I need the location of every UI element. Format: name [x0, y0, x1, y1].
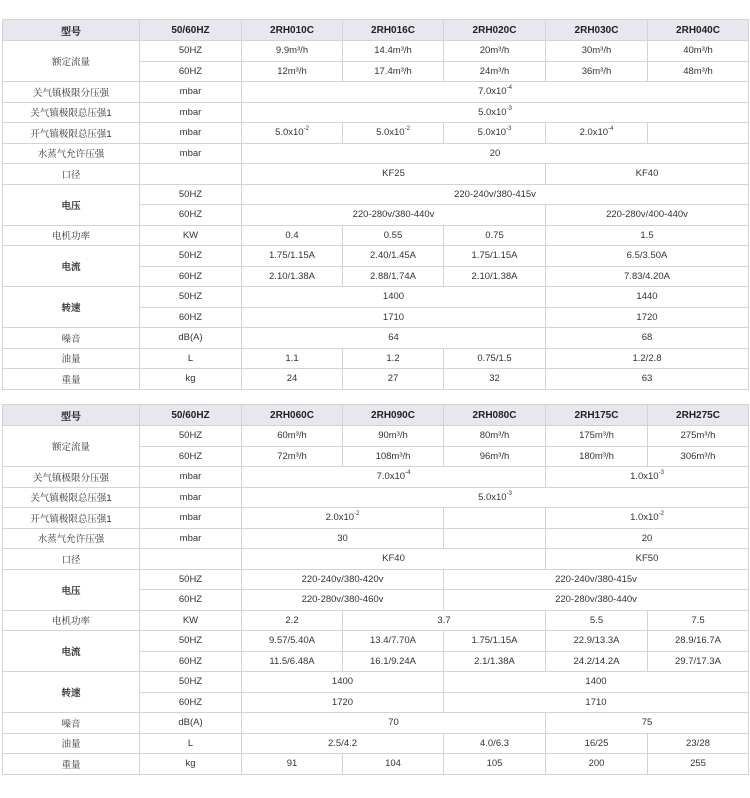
header-model-col: 2RH030C	[546, 20, 648, 41]
value-cell: 30	[242, 528, 444, 549]
freq-cell: 50HZ	[140, 41, 242, 62]
header-model: 型号	[3, 20, 140, 41]
freq-cell: 50HZ	[140, 246, 242, 267]
value-cell: 1.75/1.15A	[444, 246, 546, 267]
freq-cell: 60HZ	[140, 205, 242, 226]
value-cell: 16.1/9.24A	[343, 651, 444, 672]
table-row	[3, 287, 749, 308]
row-label-vapor: 水蒸气允许压强	[3, 143, 140, 164]
value-cell: 20	[546, 528, 749, 549]
value-cell: 2.88/1.74A	[343, 266, 444, 287]
value-cell: 9.57/5.40A	[242, 631, 343, 652]
value-cell: 6.5/3.50A	[546, 246, 749, 267]
value-cell: 1.5	[546, 225, 749, 246]
value-cell	[242, 467, 546, 488]
value-cell: 63	[546, 369, 749, 390]
freq-cell: 60HZ	[140, 266, 242, 287]
table-row	[3, 467, 749, 488]
value-cell: 1720	[242, 692, 444, 713]
header-model-col: 2RH080C	[444, 405, 546, 426]
table-row	[3, 487, 749, 508]
unit-cell-empty	[140, 164, 242, 185]
unit-cell: dB(A)	[140, 328, 242, 349]
value-cell: 200	[546, 754, 648, 775]
row-label-weight: 重量	[3, 369, 140, 390]
value-cell	[343, 123, 444, 144]
row-label-weight: 重量	[3, 754, 140, 775]
table-row	[3, 164, 749, 185]
value-cell	[546, 123, 648, 144]
row-label-partial-pressure: 关气镇极限分压强	[3, 82, 140, 103]
value-cell: 11.5/6.48A	[242, 651, 343, 672]
value-cell: 48m³/h	[648, 61, 749, 82]
value-cell: 1.2	[343, 348, 444, 369]
value-exponent: -2	[404, 126, 410, 133]
value-cell: 220-240v/380-415v	[444, 569, 749, 590]
value-cell: 36m³/h	[546, 61, 648, 82]
value-cell: 16/25	[546, 733, 648, 754]
value-exponent: -3	[658, 470, 664, 477]
value-cell: 5.5	[546, 610, 648, 631]
value-cell: 2.5/4.2	[242, 733, 444, 754]
unit-cell: L	[140, 348, 242, 369]
value-cell: 30m³/h	[546, 41, 648, 62]
table-row	[3, 426, 749, 447]
table-header-row	[3, 405, 749, 426]
table-row	[3, 733, 749, 754]
value-cell: 17.4m³/h	[343, 61, 444, 82]
value-base: 7.0x10	[376, 471, 406, 483]
row-label-total-pressure-open: 开气镇极限总压强1	[3, 508, 140, 529]
value-cell: 1.2/2.8	[546, 348, 749, 369]
table-row	[3, 569, 749, 590]
freq-cell: 50HZ	[140, 184, 242, 205]
header-model: 型号	[3, 405, 140, 426]
value-cell: KF40	[546, 164, 749, 185]
value-exponent: -3	[506, 490, 512, 497]
unit-cell: dB(A)	[140, 713, 242, 734]
value-cell: 68	[546, 328, 749, 349]
value-cell: 72m³/h	[242, 446, 343, 467]
value-cell: KF50	[546, 549, 749, 570]
value-cell: 9.9m³/h	[242, 41, 343, 62]
value-base: 7.0x10	[478, 86, 507, 98]
value-cell: 23/28	[648, 733, 749, 754]
header-model-col: 2RH090C	[343, 405, 444, 426]
value-cell: 0.55	[343, 225, 444, 246]
table-row	[3, 225, 749, 246]
value-base: 1.0x10	[630, 512, 659, 524]
value-cell: 24.2/14.2A	[546, 651, 648, 672]
table-row	[3, 369, 749, 390]
unit-cell: mbar	[140, 467, 242, 488]
value-cell: 60m³/h	[242, 426, 343, 447]
unit-cell-empty	[140, 549, 242, 570]
header-model-col: 2RH275C	[648, 405, 749, 426]
value-base: 1.0x10	[630, 471, 659, 483]
value-base: 5.0x10	[478, 491, 507, 503]
value-cell-empty	[444, 528, 546, 549]
row-label-current: 电流	[3, 246, 140, 287]
value-cell: 1400	[242, 672, 444, 693]
header-model-col: 2RH175C	[546, 405, 648, 426]
value-cell: 175m³/h	[546, 426, 648, 447]
value-exponent: -3	[506, 126, 512, 133]
value-cell: 3.7	[343, 610, 546, 631]
value-cell: 0.75	[444, 225, 546, 246]
value-cell: 306m³/h	[648, 446, 749, 467]
value-cell: 28.9/16.7A	[648, 631, 749, 652]
table-row	[3, 672, 749, 693]
freq-cell: 60HZ	[140, 307, 242, 328]
value-cell: 1710	[444, 692, 749, 713]
value-cell: 255	[648, 754, 749, 775]
value-cell: 220-240v/380-415v	[242, 184, 749, 205]
value-exponent: -4	[405, 470, 411, 477]
value-cell	[546, 467, 749, 488]
value-exponent: -2	[658, 511, 664, 518]
unit-cell: kg	[140, 754, 242, 775]
freq-cell: 50HZ	[140, 569, 242, 590]
header-frequency: 50/60HZ	[140, 405, 242, 426]
value-base: 2.0x10	[579, 127, 609, 139]
row-label-flow: 额定流量	[3, 41, 140, 82]
value-cell: 275m³/h	[648, 426, 749, 447]
value-cell	[546, 508, 749, 529]
value-cell: 2.10/1.38A	[242, 266, 343, 287]
value-cell: 105	[444, 754, 546, 775]
header-model-col: 2RH010C	[242, 20, 343, 41]
value-cell: 70	[242, 713, 546, 734]
value-cell: 104	[343, 754, 444, 775]
value-base: 5.0x10	[478, 106, 507, 118]
row-label-noise: 噪音	[3, 328, 140, 349]
freq-cell: 60HZ	[140, 692, 242, 713]
row-label-current: 电流	[3, 631, 140, 672]
value-cell: KF40	[242, 549, 546, 570]
value-cell: 1720	[546, 307, 749, 328]
value-cell: 22.9/13.3A	[546, 631, 648, 652]
row-label-flow: 额定流量	[3, 426, 140, 467]
unit-cell: KW	[140, 610, 242, 631]
value-cell: 1.75/1.15A	[444, 631, 546, 652]
row-label-speed: 转速	[3, 287, 140, 328]
unit-cell: mbar	[140, 102, 242, 123]
unit-cell: mbar	[140, 82, 242, 103]
header-model-col: 2RH020C	[444, 20, 546, 41]
value-cell: 90m³/h	[343, 426, 444, 447]
value-cell: 2.1/1.38A	[444, 651, 546, 672]
table-row	[3, 754, 749, 775]
table-row	[3, 348, 749, 369]
row-label-power: 电机功率	[3, 610, 140, 631]
value-cell	[242, 487, 749, 508]
freq-cell: 60HZ	[140, 651, 242, 672]
unit-cell: mbar	[140, 143, 242, 164]
table-row	[3, 184, 749, 205]
value-cell: 7.83/4.20A	[546, 266, 749, 287]
value-cell: 1710	[242, 307, 546, 328]
value-cell	[444, 123, 546, 144]
value-exponent: -4	[608, 126, 614, 133]
value-cell: 2.40/1.45A	[343, 246, 444, 267]
table-row	[3, 143, 749, 164]
table-row	[3, 82, 749, 103]
value-cell: 180m³/h	[546, 446, 648, 467]
value-cell	[242, 123, 343, 144]
value-exponent: -2	[354, 511, 360, 518]
freq-cell: 50HZ	[140, 287, 242, 308]
value-cell: 20	[242, 143, 749, 164]
value-base: 2.0x10	[325, 512, 355, 524]
table-row	[3, 41, 749, 62]
row-label-total-pressure-open: 开气镇极限总压强1	[3, 123, 140, 144]
row-label-vapor: 水蒸气允许压强	[3, 528, 140, 549]
table-row	[3, 102, 749, 123]
table-header-row	[3, 20, 749, 41]
table-row	[3, 508, 749, 529]
value-cell: 0.75/1.5	[444, 348, 546, 369]
unit-cell: kg	[140, 369, 242, 390]
spec-table-2	[2, 404, 749, 775]
unit-cell: mbar	[140, 528, 242, 549]
value-cell	[242, 102, 749, 123]
value-cell-empty	[444, 508, 546, 529]
freq-cell: 50HZ	[140, 631, 242, 652]
table-row	[3, 328, 749, 349]
header-model-col: 2RH016C	[343, 20, 444, 41]
freq-cell: 50HZ	[140, 672, 242, 693]
value-cell: 220-240v/380-420v	[242, 569, 444, 590]
value-cell: 64	[242, 328, 546, 349]
unit-cell: mbar	[140, 508, 242, 529]
value-cell: 220-280v/380-440v	[444, 590, 749, 611]
spec-table-1	[2, 19, 749, 390]
header-frequency: 50/60HZ	[140, 20, 242, 41]
value-exponent: -2	[303, 126, 309, 133]
value-cell: 220-280v/380-460v	[242, 590, 444, 611]
value-base: 5.0x10	[275, 127, 304, 139]
row-label-partial-pressure: 关气镇极限分压强	[3, 467, 140, 488]
value-exponent: -3	[506, 105, 512, 112]
value-cell: 4.0/6.3	[444, 733, 546, 754]
value-cell: 1400	[444, 672, 749, 693]
value-cell-empty	[648, 123, 749, 144]
value-cell: 91	[242, 754, 343, 775]
table-row	[3, 528, 749, 549]
value-cell: 12m³/h	[242, 61, 343, 82]
freq-cell: 60HZ	[140, 61, 242, 82]
row-label-total-pressure-closed: 关气镇极限总压强1	[3, 487, 140, 508]
table-row	[3, 610, 749, 631]
table-row	[3, 713, 749, 734]
value-cell: 220-280v/400-440v	[546, 205, 749, 226]
value-cell: 96m³/h	[444, 446, 546, 467]
row-label-voltage: 电压	[3, 569, 140, 610]
header-model-col: 2RH040C	[648, 20, 749, 41]
value-cell: 75	[546, 713, 749, 734]
table-row	[3, 631, 749, 652]
value-cell: 2.10/1.38A	[444, 266, 546, 287]
value-cell: 80m³/h	[444, 426, 546, 447]
value-cell: 1.1	[242, 348, 343, 369]
unit-cell: L	[140, 733, 242, 754]
value-cell: 27	[343, 369, 444, 390]
unit-cell: mbar	[140, 487, 242, 508]
value-exponent: -4	[506, 85, 512, 92]
value-cell: 1.75/1.15A	[242, 246, 343, 267]
value-cell: 24	[242, 369, 343, 390]
freq-cell: 60HZ	[140, 590, 242, 611]
header-model-col: 2RH060C	[242, 405, 343, 426]
unit-cell: mbar	[140, 123, 242, 144]
value-cell: 2.2	[242, 610, 343, 631]
value-cell: 108m³/h	[343, 446, 444, 467]
row-label-speed: 转速	[3, 672, 140, 713]
value-cell: 29.7/17.3A	[648, 651, 749, 672]
value-cell: 13.4/7.70A	[343, 631, 444, 652]
table-row	[3, 246, 749, 267]
table-row	[3, 549, 749, 570]
unit-cell: KW	[140, 225, 242, 246]
row-label-port: 口径	[3, 164, 140, 185]
row-label-oil: 油量	[3, 348, 140, 369]
value-cell: 1440	[546, 287, 749, 308]
table-row	[3, 123, 749, 144]
row-label-noise: 噪音	[3, 713, 140, 734]
value-cell: 32	[444, 369, 546, 390]
value-cell: 24m³/h	[444, 61, 546, 82]
freq-cell: 50HZ	[140, 426, 242, 447]
value-cell: 40m³/h	[648, 41, 749, 62]
value-base: 5.0x10	[477, 127, 507, 139]
value-cell	[242, 82, 749, 103]
value-cell: 7.5	[648, 610, 749, 631]
row-label-voltage: 电压	[3, 184, 140, 225]
freq-cell: 60HZ	[140, 446, 242, 467]
row-label-total-pressure-closed: 关气镇极限总压强1	[3, 102, 140, 123]
value-base: 5.0x10	[376, 127, 405, 139]
row-label-oil: 油量	[3, 733, 140, 754]
value-cell: 14.4m³/h	[343, 41, 444, 62]
value-cell: 20m³/h	[444, 41, 546, 62]
value-cell: 0.4	[242, 225, 343, 246]
value-cell: 220-280v/380-440v	[242, 205, 546, 226]
row-label-power: 电机功率	[3, 225, 140, 246]
value-cell: KF25	[242, 164, 546, 185]
value-cell	[242, 508, 444, 529]
value-cell: 1400	[242, 287, 546, 308]
row-label-port: 口径	[3, 549, 140, 570]
